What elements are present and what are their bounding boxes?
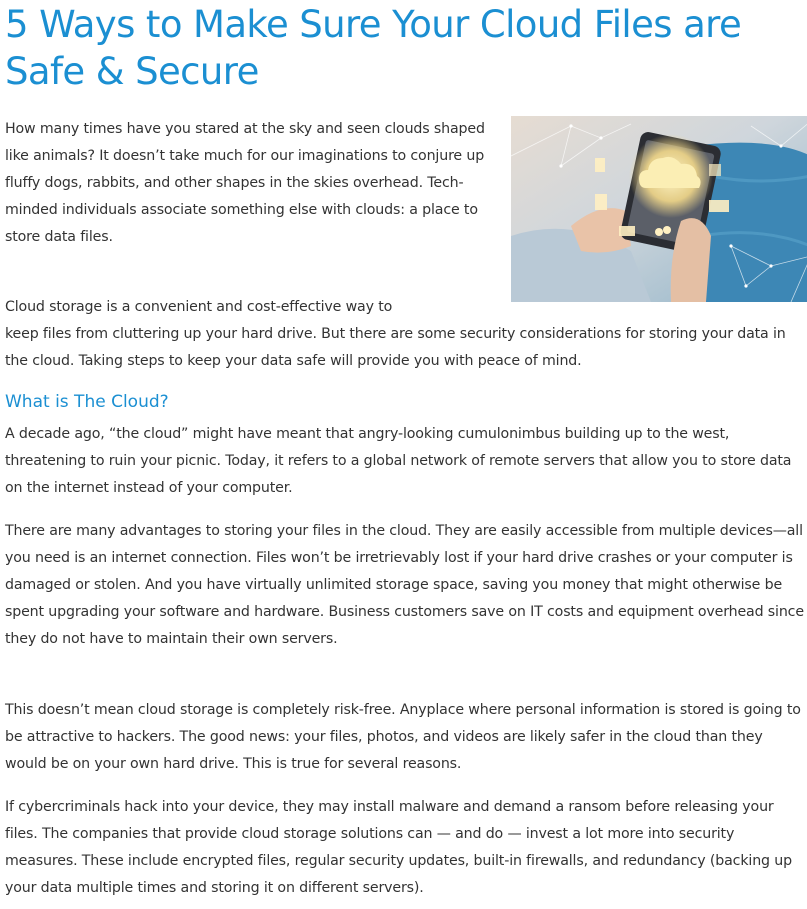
cloud-tablet-illustration: [511, 116, 807, 302]
hero-image: [511, 116, 807, 302]
section-paragraph: A decade ago, “the cloud” might have meant that angry-looking cumulonimbus building up to the west, threatening to ruin your picnic. Today, it refers to a global network of remote servers that allow you to store data on the internet instead of your computer.: [5, 426, 792, 496]
article-title: 5 Ways to Make Sure Your Cloud Files are Safe & Secure: [5, 3, 742, 93]
storage-paragraph: keep files from cluttering up your hard drive. But there are some security considerations for storing your data in the cloud. Taking steps to keep your data safe will provide you with peace of mind.: [5, 326, 786, 369]
intro-paragraph: How many times have you stared at the sky and seen clouds shaped like animals? It doesn’t take much for our imaginations to conjure up fluffy dogs, rabbits, and other shapes in the skies overhead. Tech-minded individuals associate something else with clouds: a place to store data files.: [5, 121, 485, 245]
storage-paragraph-first-line: Cloud storage is a convenient and cost-effective way to: [5, 299, 393, 315]
section-heading: What is The Cloud?: [5, 392, 169, 412]
section-paragraph: There are many advantages to storing your files in the cloud. They are easily accessible from multiple devices—all you need is an internet connection. Files won’t be irretrievably lost if your hard drive crashes or your computer is damaged or stolen. And you have virtually unlimited storage space, saving you money that might otherwise be spent upgrading your software and hardware. Business customers save on IT costs and equipment overhead since they do not have to maintain their own servers.: [5, 523, 804, 647]
section-paragraph: If cybercriminals hack into your device, they may install malware and demand a ransom before releasing your files. The companies that provide cloud storage solutions can — and do — invest a lot more into security measures. These include encrypted files, regular security updates, built-in firewalls, and redundancy (backing up your data multiple times and storing it on different servers).: [5, 799, 792, 896]
section-paragraph: This doesn’t mean cloud storage is completely risk-free. Anyplace where personal information is stored is going to be attractive to hackers. The good news: your files, photos, and videos are likely safer in the cloud than they would be on your own hard drive. This is true for several reasons.: [5, 702, 801, 772]
